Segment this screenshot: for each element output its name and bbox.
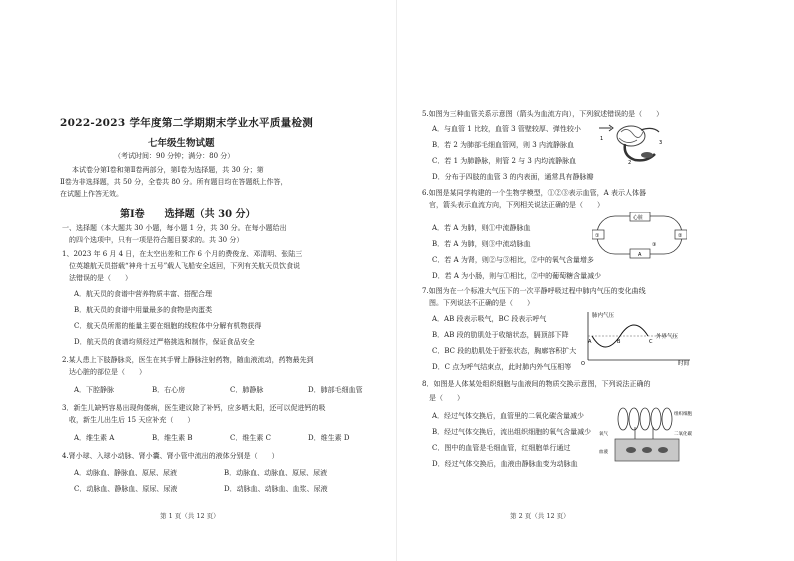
q7-option: C．BC 段的肋肌处于舒张状态，胸廓容积扩大 — [432, 347, 577, 355]
instruction-line: 本试卷分第Ⅰ卷和第Ⅱ卷两部分，第Ⅰ卷为选择题，共 30 分；第 — [72, 166, 264, 174]
diagram-label: 1 — [600, 136, 604, 142]
diagram-label: ① — [595, 233, 600, 239]
exam-meta: （考试时间：90 分钟；满分：80 分） — [114, 152, 235, 160]
lung-pressure-graph — [572, 308, 702, 366]
q5-stem-line: 5.如图为三种血管关系示意图（箭头为血流方向），下列叙述错误的是（ ） — [422, 110, 664, 118]
q6-option: B．若 A 为肺，则③中流动脉血 — [432, 240, 531, 248]
q3-option: B．维生素 B — [152, 434, 193, 442]
q4-stem-line: 4.肾小球、入球小动脉、肾小囊、肾小管中流出的液体分别是（ ） — [62, 452, 279, 460]
q1-option: D．航天员的食谱均须经过严格挑选和制作，保证食品安全 — [74, 338, 255, 346]
instruction-line: Ⅱ卷为非选择题，共 50 分，全卷共 80 分。所有题目均在答题纸上作答， — [60, 178, 288, 186]
q8-option: A．经过气体交换后，血管里的二氧化碳含量减少 — [432, 412, 585, 420]
graph-label: 肺内气压 — [592, 313, 615, 319]
q8-stem-line: 是（ ） — [422, 394, 464, 402]
q4-option: C．动脉血、静脉血、原尿、尿液 — [74, 485, 178, 493]
q2-option: D．肺部毛细血管 — [308, 386, 363, 394]
q6-option: D．若 A 为小肠，则与①相比，②中的葡萄糖含量减少 — [432, 272, 602, 280]
graph-label: C — [649, 339, 653, 345]
q6-stem-line: 官，箭头表示血流方向，下列相关说法正确的是（ ） — [422, 201, 604, 209]
q2-options-row — [74, 386, 386, 395]
diagram-label: ③ — [652, 242, 657, 248]
q8-option: C．图中的血管是毛细血管，红细胞单行通过 — [432, 444, 571, 452]
q7-stem-line: 7.如图为在一个标准大气压下的一次平静呼吸过程中肺内气压的变化曲线 — [422, 287, 646, 295]
q3-option: C．维生素 C — [230, 434, 271, 442]
blood-vessel-diagram — [597, 118, 667, 168]
diagram-label: 3 — [659, 140, 663, 146]
q1-stem-line: 1、2023 年 6 月 4 日，在太空出差和工作 6 个月的费俊龙、邓清明、张陆三 — [62, 250, 303, 258]
q8-stem-line: 8．如图是人体某处组织细胞与血液间的物质交换示意图，下列说法正确的 — [422, 380, 651, 388]
diagram-label: 2 — [628, 160, 632, 166]
q5-option: D．分布于四肢的血管 3 的内表面，通常具有静脉瓣 — [432, 173, 594, 181]
exam-subtitle: 七年级生物试题 — [148, 138, 215, 149]
right-page — [397, 0, 794, 561]
gas-exchange-diagram — [597, 405, 697, 467]
q5-option: A．与血管 1 比较，血管 3 管壁较厚、弹性较小 — [432, 125, 581, 133]
q4-option: B．动脉血、动脉血、原尿、尿液 — [224, 469, 328, 477]
diagram-label: 组织细胞 — [674, 412, 692, 417]
graph-label: 时间 — [678, 361, 690, 366]
q2-option: A．下腔静脉 — [74, 386, 115, 394]
instruction-line: 在试题上作答无效。 — [60, 190, 123, 198]
part-instruction: 一、选择题（本大题共 30 小题，每小题 1 分，共 30 分。在每小题给出 — [62, 224, 287, 232]
exam-title: 2022-2023 学年度第二学期期末学业水平质量检测 — [60, 117, 314, 129]
q7-option: B．AB 段的肋肌处于收缩状态，膈顶部下降 — [432, 331, 569, 339]
q4-option: A．动脉血、静脉血、原尿、尿液 — [74, 469, 178, 477]
q1-option: B．航天员的食谱中用量最多的食物是肉蛋类 — [74, 306, 213, 314]
diagram-label: 二氧化碳 — [674, 432, 692, 437]
q5-option: C．若 1 为肺静脉，则管 2 与 3 内均流静脉血 — [432, 157, 577, 165]
graph-label: O — [581, 361, 585, 366]
page-footer: 第 2 页（共 12 页） — [510, 512, 570, 520]
circulation-model-diagram — [592, 212, 687, 260]
q7-option: D．C 点为呼气结束点，此时肺内外气压相等 — [432, 363, 572, 371]
q4-options-row — [74, 469, 374, 478]
q3-option: D．维生素 D — [308, 434, 350, 442]
q1-option: A．航天员的食谱中营养物质丰富、搭配合理 — [74, 290, 213, 298]
q3-stem-line: 3．新生儿缺钙容易出现佝偻病，医生建议除了补钙，应多晒太阳，还可以促进钙的吸 — [62, 404, 326, 412]
part-instruction: 的四个选项中，只有一项是符合题目要求的。共 30 分） — [62, 236, 244, 244]
diagram-label: A — [638, 252, 642, 258]
q7-stem-line: 图。下列说法不正确的是（ ） — [422, 299, 534, 307]
q1-option: C．航天员所需的能量主要在细胞的线粒体中分解有机物获得 — [74, 322, 262, 330]
graph-label: 外界气压 — [656, 334, 679, 340]
q4-option: D．动脉血、动脉血、血浆、尿液 — [224, 485, 328, 493]
graph-label: B — [617, 339, 621, 345]
q8-option: B．经过气体交换后，流出组织细胞的氧气含量减少 — [432, 428, 592, 436]
diagram-label: 氧气 — [599, 432, 608, 437]
q2-stem-line: 达心脏的部位是（ ） — [62, 368, 146, 376]
q3-option: A．维生素 A — [74, 434, 115, 442]
q2-option: C．肺静脉 — [230, 386, 264, 394]
q3-options-row — [74, 434, 386, 443]
q7-option: A．AB 段表示吸气，BC 段表示呼气 — [432, 315, 547, 323]
q1-stem-line: 法错误的是（ ） — [62, 274, 132, 282]
diagram-label: 心脏 — [633, 215, 644, 221]
q8-option: D．经过气体交换后，血液由静脉血变为动脉血 — [432, 460, 578, 468]
q2-option: B．右心房 — [152, 386, 186, 394]
q1-stem-line: 位英雄航天员搭载“神舟十五号”载人飞船安全返回，下列有关航天员饮食说 — [62, 262, 301, 270]
q6-option: A．若 A 为肺，则①中流静脉血 — [432, 224, 531, 232]
q5-option: B．若 2 为肺部毛细血管网，则 3 内流静脉血 — [432, 141, 574, 149]
diagram-label: 血液 — [599, 450, 608, 455]
q3-stem-line: 收，新生儿出生后 15 天应补充（ ） — [62, 416, 195, 424]
q4-options-row — [74, 485, 374, 494]
diagram-label: ② — [678, 233, 683, 239]
page-footer: 第 1 页（共 12 页） — [160, 512, 220, 520]
q6-stem-line: 6.如图是某同学构建的一个生物学模型，①②③表示血管，A 表示人体器 — [422, 189, 646, 197]
graph-label: A — [588, 339, 592, 345]
q2-stem-line: 2.某人患上下肢静脉炎，医生在其手臂上静脉注射药物，随血液流动，药物最先到 — [62, 356, 314, 364]
q6-option: C．若 A 为肾，则②与③相比，②中的氧气含量增多 — [432, 256, 594, 264]
section-heading: 第Ⅰ卷 选择题（共 30 分） — [120, 209, 256, 220]
